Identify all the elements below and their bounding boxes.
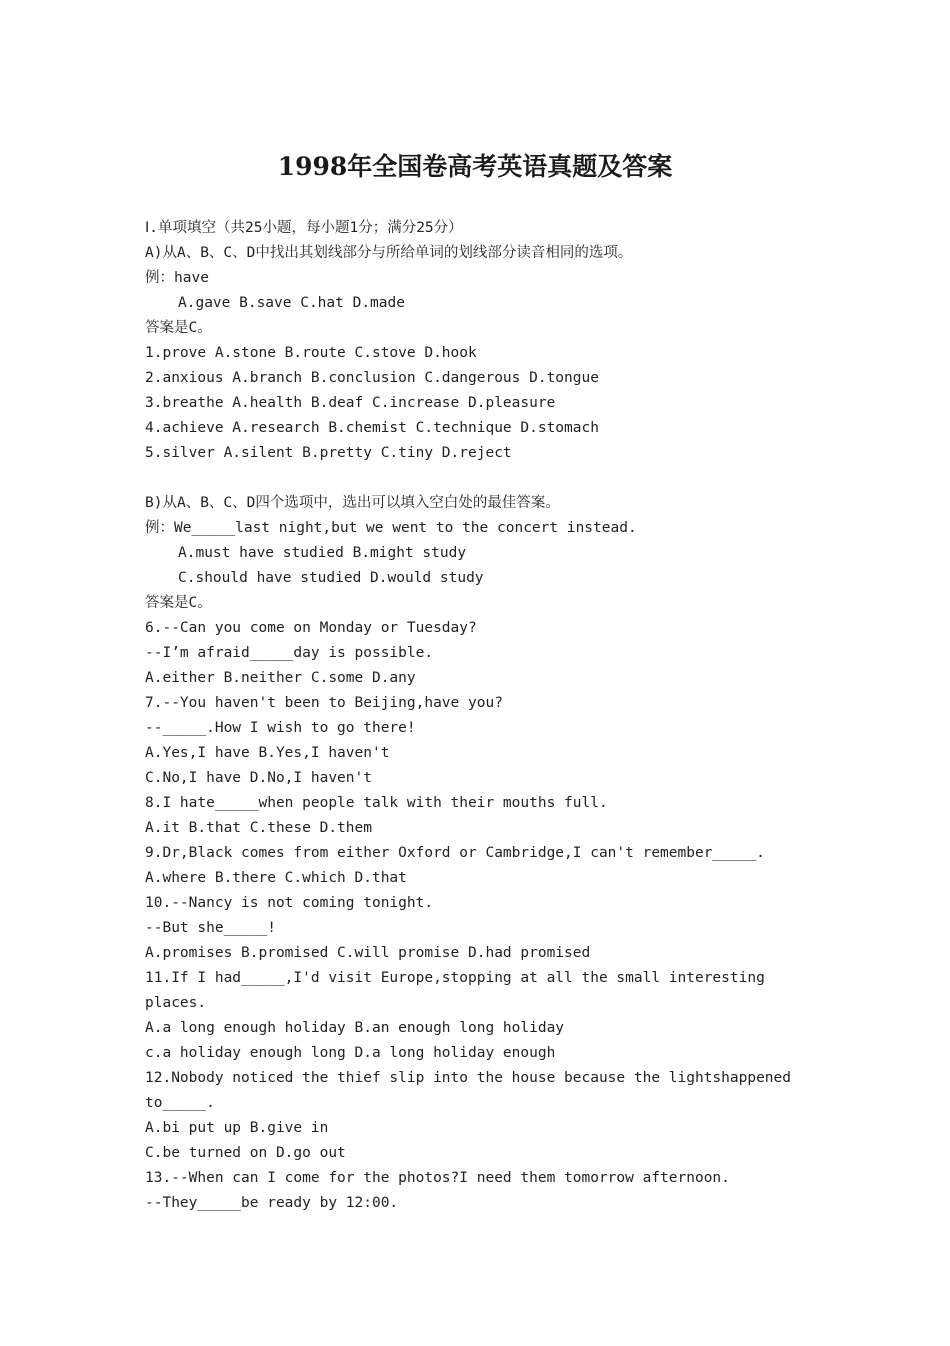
text-line: c.a holiday enough long D.a long holiday enough: [145, 1045, 556, 1061]
text-line: A.promises B.promised C.will promise D.had promised: [145, 945, 591, 961]
text-line: B)从A、B、C、D四个选项中，选出可以填入空白处的最佳答案。: [145, 495, 560, 511]
text-line: --But she_____!: [145, 920, 276, 936]
text-line: --_____.How I wish to go there!: [145, 720, 416, 736]
text-line: 3.breathe A.health B.deaf C.increase D.pleasure: [145, 395, 556, 411]
text-line: A.must have studied B.might study: [178, 545, 467, 561]
text-line: 4.achieve A.research B.chemist C.technique D.stomach: [145, 420, 599, 436]
text-line: 11.If I had_____,I'd visit Europe,stopping at all the small interesting: [145, 970, 765, 986]
text-line: 答案是C。: [145, 595, 212, 611]
text-line: 6.--Can you come on Monday or Tuesday?: [145, 620, 477, 636]
text-line: places.: [145, 995, 207, 1011]
text-line: A.a long enough holiday B.an enough long holiday: [145, 1020, 565, 1036]
blank-line: [145, 466, 805, 491]
text-line: 13.--When can I come for the photos?I need them tomorrow afternoon.: [145, 1170, 730, 1186]
text-line: --I’m afraid_____day is possible.: [145, 645, 434, 661]
text-line: --They_____be ready by 12:00.: [145, 1195, 399, 1211]
text-line: 答案是C。: [145, 320, 212, 336]
text-line: 8.I hate_____when people talk with their mouths full.: [145, 795, 608, 811]
text-line: Ⅰ.单项填空（共25小题，每小题1分；满分25分）: [145, 220, 463, 236]
text-line: 7.--You haven't been to Beijing,have you?: [145, 695, 503, 711]
text-line: 1.prove A.stone B.route C.stove D.hook: [145, 345, 477, 361]
text-line: A.Yes,I have B.Yes,I haven't: [145, 745, 390, 761]
text-line: 例：We_____last night,but we went to the concert instead.: [145, 520, 637, 536]
text-line: A.it B.that C.these D.them: [145, 820, 372, 836]
text-line: 12.Nobody noticed the thief slip into the house because the lightshappened: [145, 1070, 792, 1086]
text-line: A.either B.neither C.some D.any: [145, 670, 416, 686]
text-line: to_____.: [145, 1095, 215, 1111]
text-line: C.be turned on D.go out: [145, 1145, 346, 1161]
text-line: 10.--Nancy is not coming tonight.: [145, 895, 434, 911]
page-title: 1998年全国卷高考英语真题及答案: [277, 152, 673, 181]
text-line: 9.Dr,Black comes from either Oxford or Cambridge,I can't remember_____.: [145, 845, 765, 861]
text-line: C.No,I have D.No,I haven't: [145, 770, 372, 786]
text-line: 5.silver A.silent B.pretty C.tiny D.reject: [145, 445, 512, 461]
text-line: A.where B.there C.which D.that: [145, 870, 407, 886]
question-text: [145, 216, 805, 1216]
text-line: 例：have: [145, 270, 209, 286]
text-line: A)从A、B、C、D中找出其划线部分与所给单词的划线部分读音相同的选项。: [145, 245, 633, 261]
text-line: A.bi put up B.give in: [145, 1120, 329, 1136]
text-line: A.gave B.save C.hat D.made: [178, 295, 405, 311]
text-line: 2.anxious A.branch B.conclusion C.dangerous D.tongue: [145, 370, 599, 386]
text-line: C.should have studied D.would study: [178, 570, 484, 586]
